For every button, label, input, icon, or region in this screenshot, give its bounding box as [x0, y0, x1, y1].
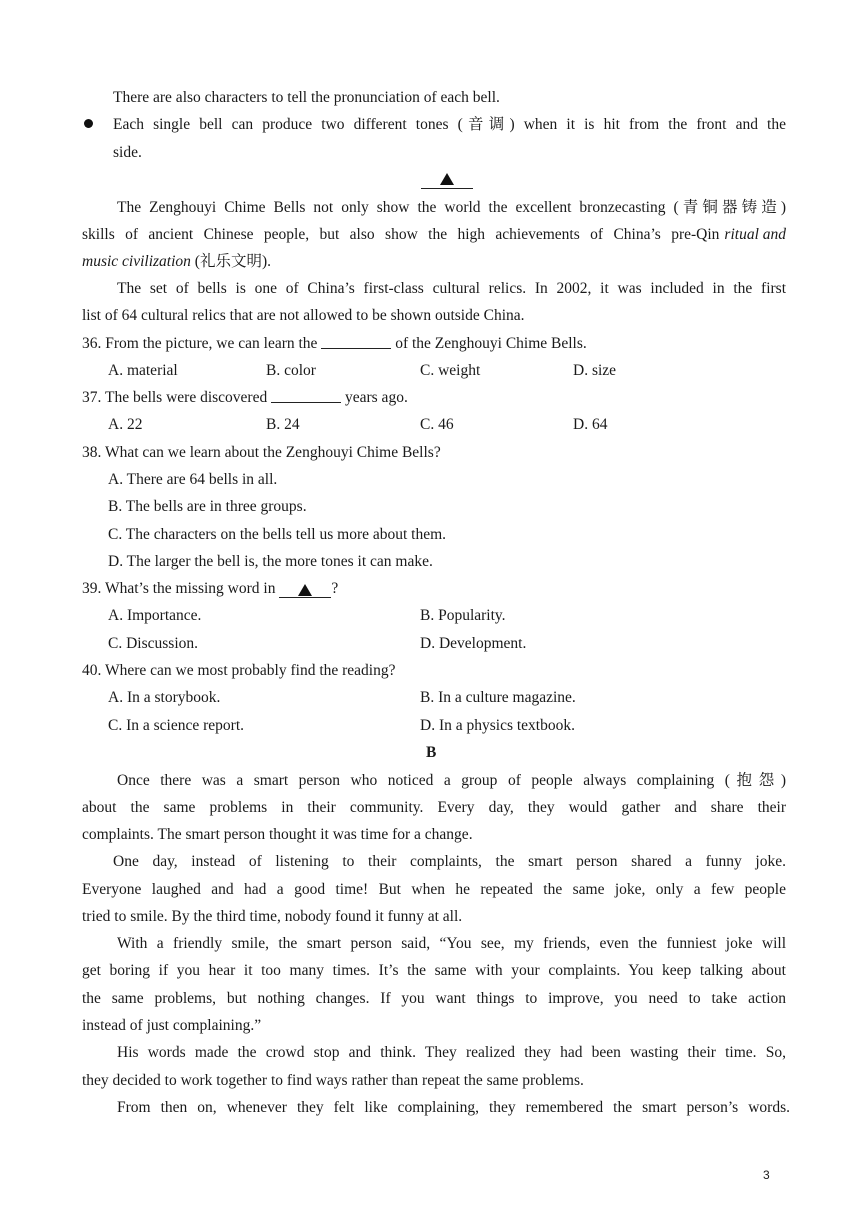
paragraph-2-line-1: The set of bells is one of China’s first-class cultural relics. In 2002, it was included in the first: [117, 280, 786, 297]
question-39: [82, 579, 338, 599]
triangle-icon: [298, 584, 312, 596]
section-title-blank: [421, 170, 473, 189]
answer-blank: [279, 581, 331, 598]
bullet-dot-icon: [84, 119, 93, 128]
question-38: 38. What can we learn about the Zenghouyi Chime Bells?: [82, 444, 441, 461]
q40-option-d: D. In a physics textbook.: [420, 717, 575, 734]
q36-option-b: B. color: [266, 362, 316, 379]
answer-blank: [271, 388, 341, 403]
bullet-text-tones-cont: side.: [113, 144, 142, 161]
q39-option-d: D. Development.: [420, 635, 527, 652]
b-paragraph-4-line-1: His words made the crowd stop and think. They realized they had been wasting their time. So,: [117, 1044, 786, 1061]
q40-option-b: B. In a culture magazine.: [420, 689, 576, 706]
paragraph-1-italic-civilization: music civilization: [82, 253, 191, 270]
q38-option-b: B. The bells are in three groups.: [108, 498, 307, 515]
paragraph-1-line-3-text: (礼乐文明).: [190, 253, 271, 270]
q36-option-c: C. weight: [420, 362, 481, 379]
paragraph-1-italic-ritual: ritual and: [724, 226, 786, 243]
b-paragraph-1-line-3: complaints. The smart person thought it was time for a change.: [82, 826, 473, 843]
question-36: [82, 334, 587, 354]
q37-option-b: B. 24: [266, 416, 300, 433]
q39-option-a: A. Importance.: [108, 607, 202, 624]
b-paragraph-1-line-2: about the same problems in their community. Every day, they would gather and share their: [82, 799, 786, 816]
paragraph-1-line-3: [82, 252, 271, 272]
b-paragraph-2-line-1: One day, instead of listening to their complaints, the smart person shared a funny joke.: [113, 853, 786, 870]
question-36-stem-a: 36. From the picture, we can learn the: [82, 335, 322, 352]
q37-option-c: C. 46: [420, 416, 454, 433]
q36-option-d: D. size: [573, 362, 617, 379]
q40-option-c: C. In a science report.: [108, 717, 244, 734]
b-paragraph-1-line-1: Once there was a smart person who noticed a group of people always complaining (抱怨): [117, 772, 786, 789]
question-37-stem-b: years ago.: [341, 389, 408, 406]
q39-option-b: B. Popularity.: [420, 607, 506, 624]
b-paragraph-4-line-2: they decided to work together to find ways rather than repeat the same problems.: [82, 1072, 584, 1089]
question-37-stem-a: 37. The bells were discovered: [82, 389, 272, 406]
paragraph-2-line-2: list of 64 cultural relics that are not allowed to be shown outside China.: [82, 307, 525, 324]
paragraph-1-line-2-text: skills of ancient Chinese people, but also show the high achievements of China’s pre-Qin: [82, 226, 720, 243]
q36-option-a: A. material: [108, 362, 178, 379]
q38-option-c: C. The characters on the bells tell us more about them.: [108, 526, 447, 543]
section-b-heading: B: [426, 744, 437, 761]
bullet-text-pronunciation: There are also characters to tell the pronunciation of each bell.: [113, 89, 500, 106]
b-paragraph-3-line-3: the same problems, but nothing changes. If you want things to improve, you need to take action: [82, 990, 786, 1007]
answer-blank: [321, 334, 391, 349]
b-paragraph-3-line-4: instead of just complaining.”: [82, 1017, 262, 1034]
paragraph-1-line-2: [82, 225, 786, 245]
question-36-stem-b: of the Zenghouyi Chime Bells.: [391, 335, 587, 352]
b-paragraph-2-line-3: tried to smile. By the third time, nobody found it funny at all.: [82, 908, 463, 925]
question-37: [82, 388, 408, 408]
question-40: 40. Where can we most probably find the reading?: [82, 662, 396, 679]
question-39-stem-b: ?: [331, 580, 339, 597]
q37-option-a: A. 22: [108, 416, 143, 433]
q39-option-c: C. Discussion.: [108, 635, 198, 652]
b-paragraph-2-line-2: Everyone laughed and had a good time! But when he repeated the same joke, only a few people: [82, 881, 786, 898]
b-paragraph-3-line-1: With a friendly smile, the smart person said, “You see, my friends, even the funniest joke will: [117, 935, 786, 952]
page-number: 3: [763, 1168, 770, 1182]
b-paragraph-5-line-1: From then on, whenever they felt like complaining, they remembered the smart person’s words.: [117, 1099, 790, 1116]
q38-option-a: A. There are 64 bells in all.: [108, 471, 278, 488]
q40-option-a: A. In a storybook.: [108, 689, 221, 706]
paragraph-1-line-1: The Zenghouyi Chime Bells not only show the world the excellent bronzecasting (青铜器铸造): [117, 199, 786, 216]
q37-option-d: D. 64: [573, 416, 608, 433]
question-39-stem-a: 39. What’s the missing word in: [82, 580, 280, 597]
b-paragraph-3-line-2: get boring if you hear it too many times. It’s the same with your complaints. You keep talking about: [82, 962, 786, 979]
triangle-icon: [440, 173, 454, 185]
bullet-text-tones: Each single bell can produce two different tones (音调) when it is hit from the front and the: [113, 116, 786, 133]
q38-option-d: D. The larger the bell is, the more tones it can make.: [108, 553, 433, 570]
